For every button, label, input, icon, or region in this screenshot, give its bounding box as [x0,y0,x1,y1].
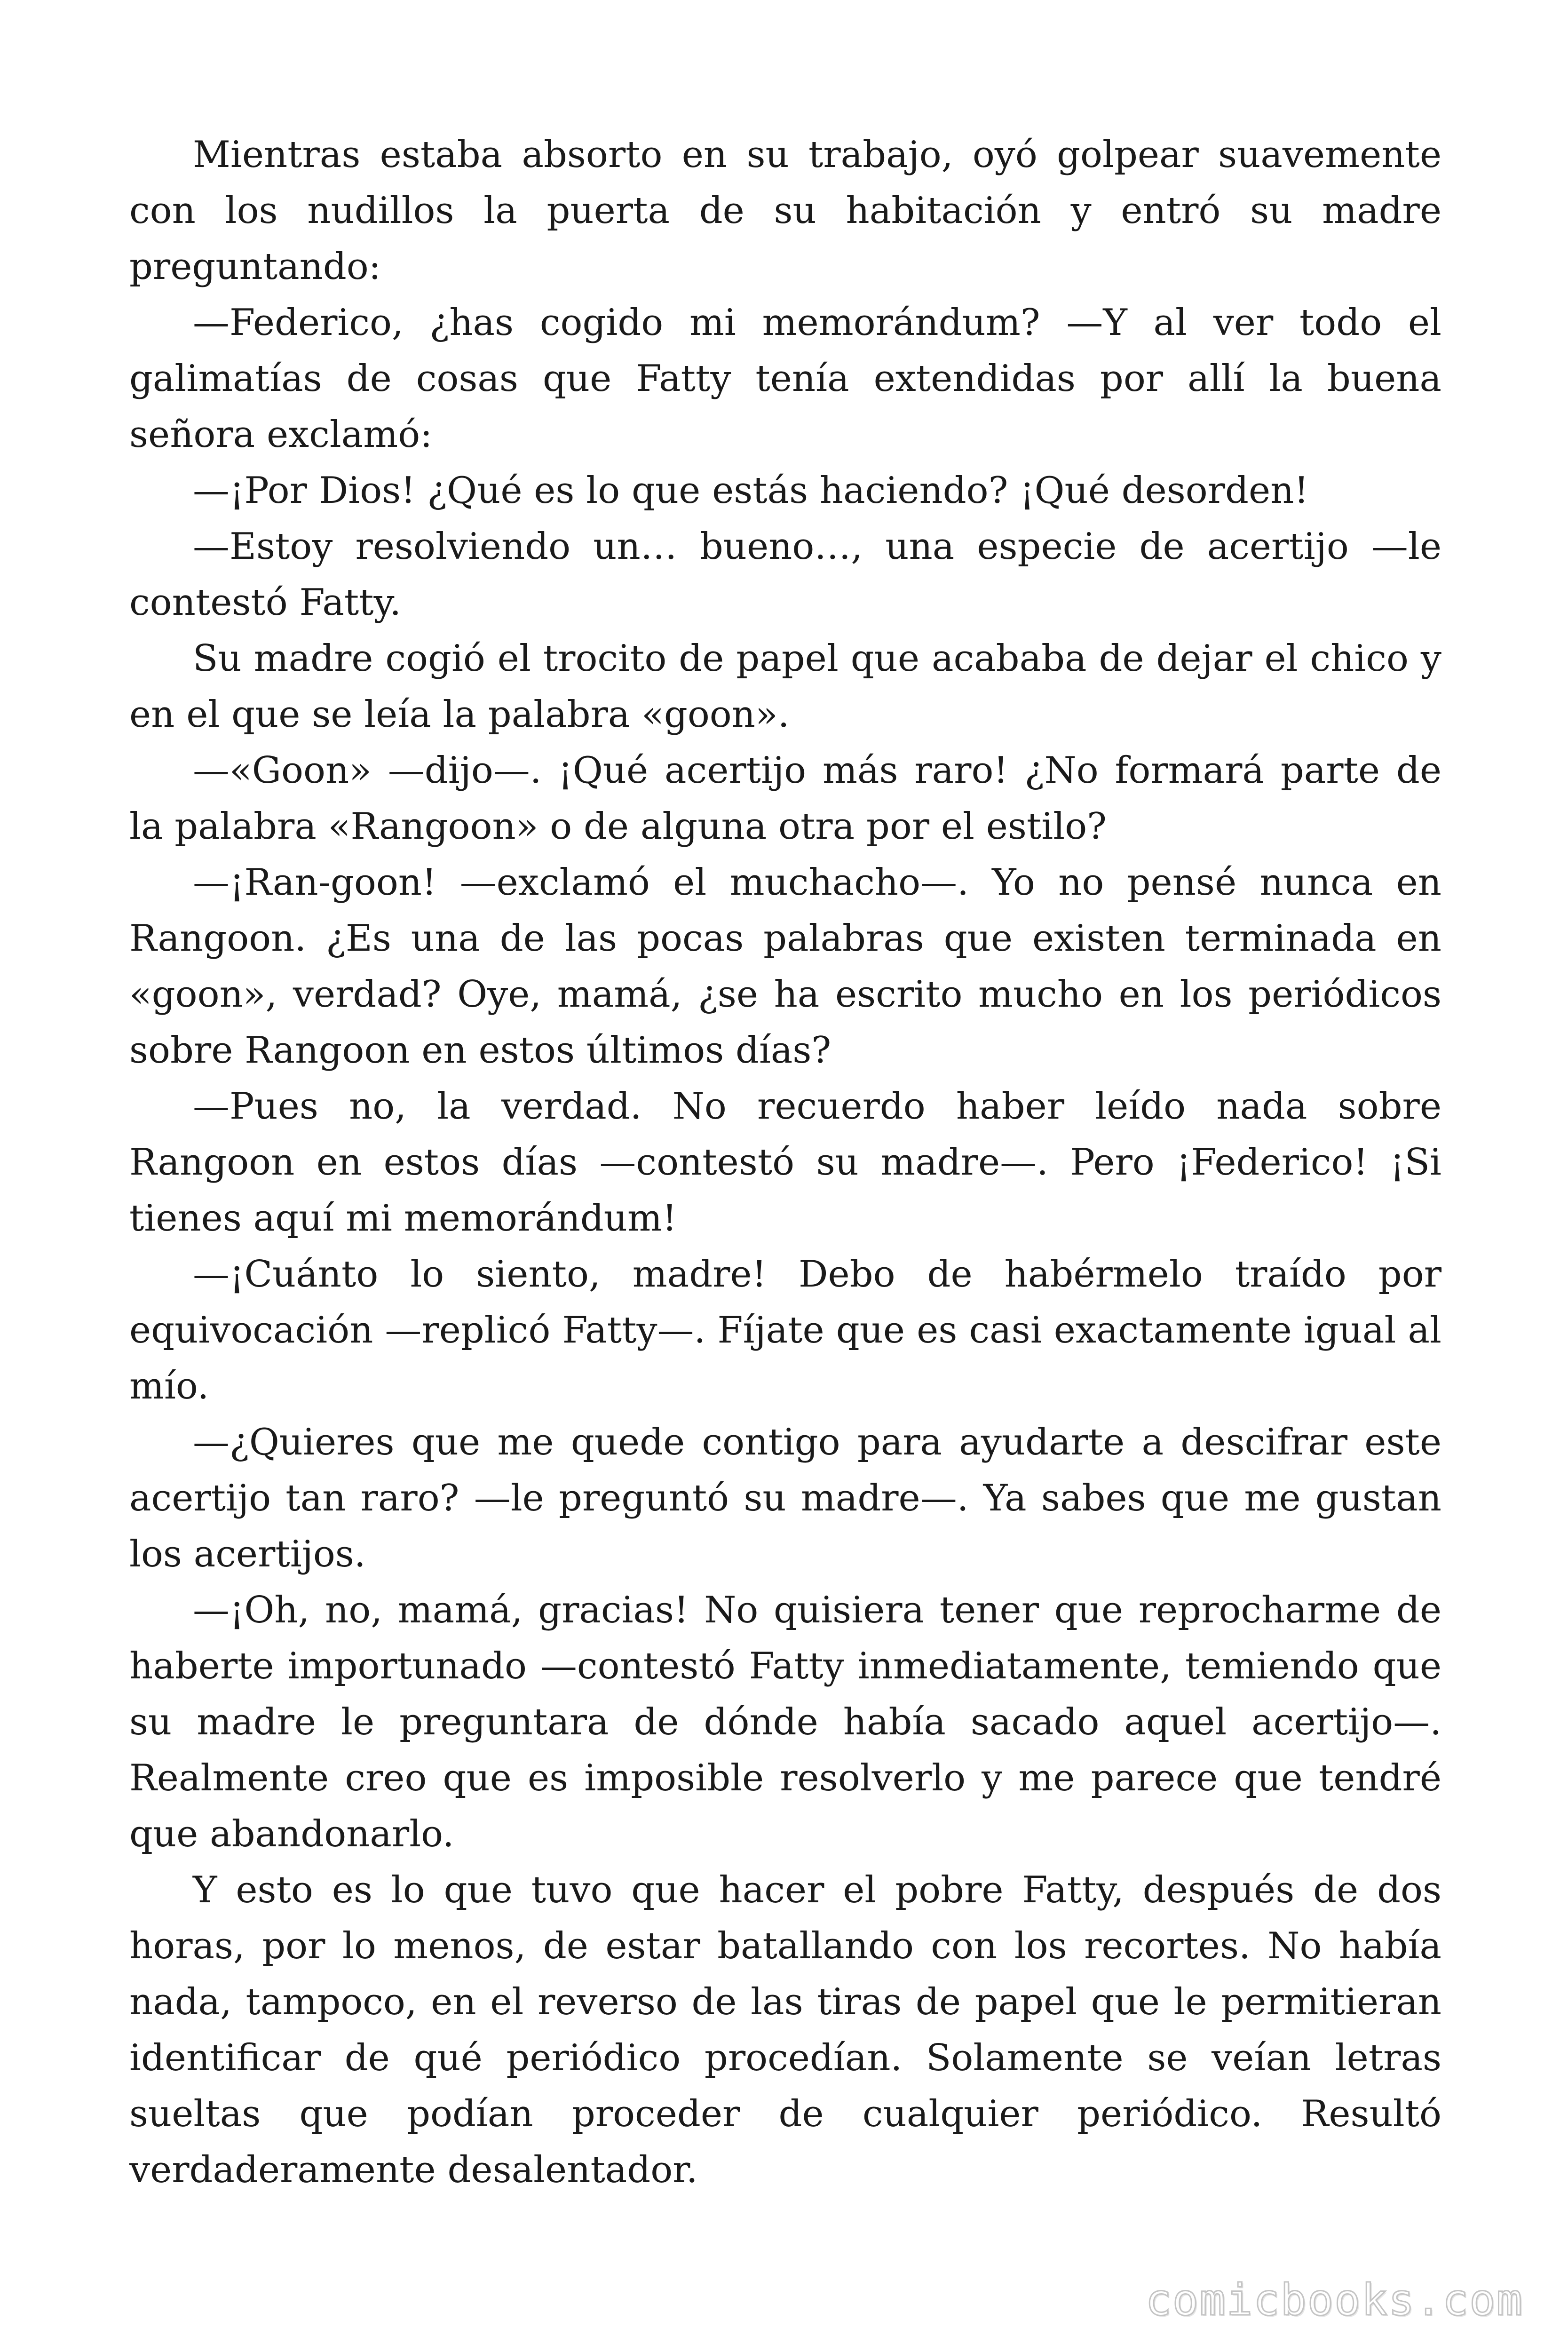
paragraph: —¡Oh, no, mamá, gracias! No quisiera tener que reprocharme de haberte importunado —contestó Fatty inmediatamente, temiendo que su madre le preguntara de dónde había sacado aquel acertijo—. Realmente creo que es imposible resolverlo y me parece que tendré que abandonarlo. [129,1589,1441,1855]
paragraph: —¡Ran-goon! —exclamó el muchacho—. Yo no pensé nunca en Rangoon. ¿Es una de las pocas palabras que existen terminada en «goon», verdad? Oye, mamá, ¿se ha escrito mucho en los periódicos sobre Rangoon en estos últimos días? [129,861,1441,1072]
paragraph: Su madre cogió el trocito de papel que acababa de dejar el chico y en el que se leía la palabra «goon». [129,637,1441,736]
body-text [129,127,1441,2198]
paragraph: Y esto es lo que tuvo que hacer el pobre Fatty, después de dos horas, por lo menos, de estar batallando con los recortes. No había nada, tampoco, en el reverso de las tiras de papel que le permitieran identificar de qué periódico procedían. Solamente se veían letras sueltas que podían proceder de cualquier periódico. Resultó verdaderamente desalentador. [129,1869,1441,2191]
paragraph: —«Goon» —dijo—. ¡Qué acertijo más raro! ¿No formará parte de la palabra «Rangoon» o de alguna otra por el estilo? [129,749,1441,848]
paragraph: —Federico, ¿has cogido mi memorándum? —Y al ver todo el galimatías de cosas que Fatty tenía extendidas por allí la buena señora exclamó: [129,302,1441,456]
paragraph: —¡Por Dios! ¿Qué es lo que estás haciendo? ¡Qué desorden! [193,469,1309,512]
paragraph: —Estoy resolviendo un… bueno…, una especie de acertijo —le contestó Fatty. [129,525,1441,624]
paragraph: Mientras estaba absorto en su trabajo, oyó golpear suavemente con los nudillos la puerta de su habitación y entró su madre preguntando: [129,134,1441,288]
watermark: comicbooks.com [1145,2275,1523,2325]
paragraph: —¿Quieres que me quede contigo para ayudarte a descifrar este acertijo tan raro? —le preguntó su madre—. Ya sabes que me gustan los acertijos. [129,1421,1441,1575]
paragraph: —Pues no, la verdad. No recuerdo haber leído nada sobre Rangoon en estos días —contestó su madre—. Pero ¡Federico! ¡Si tienes aquí mi memorándum! [129,1085,1441,1240]
paragraph: —¡Cuánto lo siento, madre! Debo de habérmelo traído por equivocación —replicó Fatty—. Fíjate que es casi exactamente igual al mío. [129,1253,1441,1407]
